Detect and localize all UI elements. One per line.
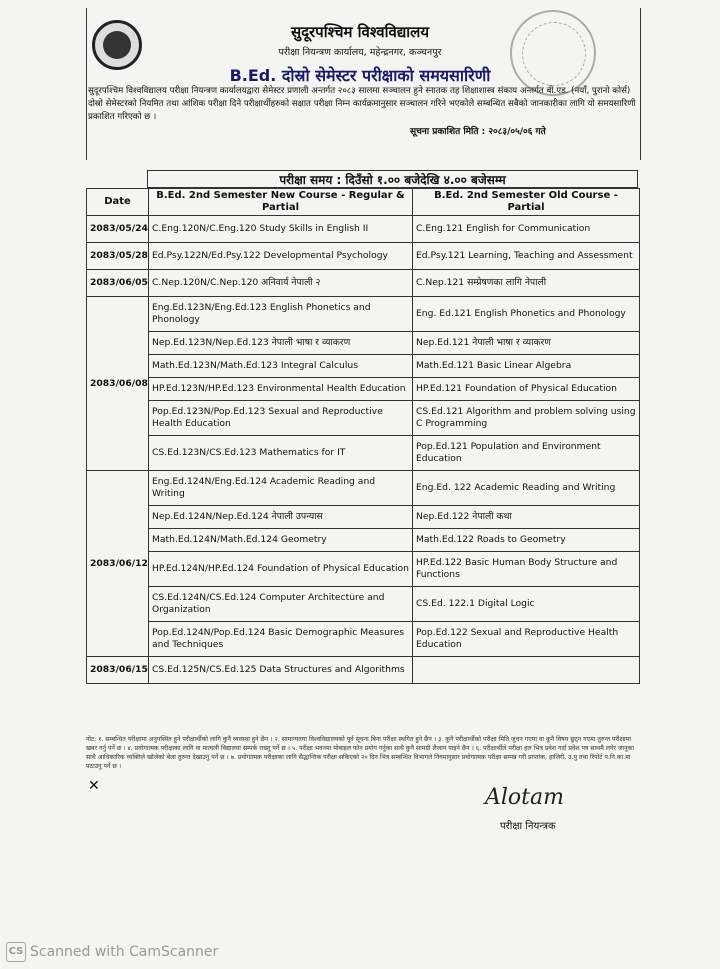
new-course-subject <box>149 436 413 471</box>
table-row <box>87 552 640 587</box>
exam-date: 2083/06/15 <box>87 657 149 684</box>
university-name: सुदूरपश्चिम विश्वविद्यालय <box>290 23 430 41</box>
subject-text: HP.Ed.121 Foundation of Physical Education <box>416 383 617 394</box>
new-course-subject: Ed.Psy.122N/Ed.Psy.122 Developmental Psychology <box>149 243 413 270</box>
camscanner-text: Scanned with CamScanner <box>30 944 219 960</box>
table-header-row <box>87 189 640 216</box>
subject-text: Nep.Ed.124N/Nep.Ed.124 नेपाली उपन्यास <box>152 511 323 522</box>
subject-text: Pop.Ed.123N/Pop.Ed.123 Sexual and Reproductive Health Education <box>152 406 383 429</box>
subject-text: HP.Ed.124N/HP.Ed.124 Foundation of Physical Education <box>152 563 409 574</box>
table-row <box>87 332 640 355</box>
exam-date: 2083/05/24 <box>87 216 149 243</box>
subject-text: Eng.Ed. 122 Academic Reading and Writing <box>416 482 616 493</box>
subject-text: Eng. Ed.121 English Phonetics and Phonology <box>416 308 626 319</box>
old-course-subject <box>413 506 640 529</box>
old-course-subject <box>413 529 640 552</box>
table-row <box>87 355 640 378</box>
table-row <box>87 270 640 297</box>
subject-text: Eng.Ed.123N/Eng.Ed.123 English Phonetics and Phonology <box>152 302 371 325</box>
old-course-subject <box>413 552 640 587</box>
header-old-course: B.Ed. 2nd Semester Old Course - Partial <box>413 189 640 216</box>
document-title: B.Ed. दोस्रो सेमेस्टर परीक्षाको समयसारिणी <box>229 66 491 85</box>
new-course-subject: C.Eng.120N/C.Eng.120 Study Skills in English II <box>149 216 413 243</box>
table-row <box>87 657 640 684</box>
exam-date: 2083/05/28 <box>87 243 149 270</box>
subject-text: HP.Ed.123N/HP.Ed.123 Environmental Health Education <box>152 383 406 394</box>
new-course-subject <box>149 622 413 657</box>
old-course-subject <box>413 332 640 355</box>
subject-text: Math.Ed.121 Basic Linear Algebra <box>416 360 572 371</box>
camscanner-logo-icon: CS <box>6 942 26 962</box>
header-date: Date <box>87 189 149 216</box>
table-row <box>87 622 640 657</box>
table-row <box>87 216 640 243</box>
subject-text: Nep.Ed.122 नेपाली कथा <box>416 511 512 522</box>
subject-text: Math.Ed.122 Roads to Geometry <box>416 534 566 545</box>
old-course-subject <box>413 401 640 436</box>
table-row <box>87 243 640 270</box>
old-course-subject <box>413 355 640 378</box>
old-course-subject <box>413 471 640 506</box>
exam-date: 2083/06/08 <box>87 297 149 471</box>
old-course-subject <box>413 297 640 332</box>
new-course-subject <box>149 552 413 587</box>
subject-text: Eng.Ed.124N/Eng.Ed.124 Academic Reading and Writing <box>152 476 376 499</box>
subject-text: Pop.Ed.121 Population and Environment Education <box>416 441 601 464</box>
new-course-subject <box>149 297 413 332</box>
old-course-subject <box>413 378 640 401</box>
new-course-subject <box>149 355 413 378</box>
old-course-subject <box>413 657 640 684</box>
new-course-subject <box>149 378 413 401</box>
new-course-subject <box>149 332 413 355</box>
header-new-course: B.Ed. 2nd Semester New Course - Regular & Partial <box>149 189 413 216</box>
subject-text: HP.Ed.122 Basic Human Body Structure and Functions <box>416 557 618 580</box>
table-row <box>87 587 640 622</box>
table-row <box>87 378 640 401</box>
table-row <box>87 529 640 552</box>
footnote: नोट: १. सम्बन्धित परीक्षामा अनुपस्थित हुने परीक्षार्थीको लागि कुनै व्यवस्था हुने छैन । २. सामान्यतया विश्वविद्यालयको पूर्व सूचना बिना परीक्षा स्थगित हुने छैन । ३. कुनै परीक्षार्थीको परीक्षा मिति जुधन गएमा वा कुनै विषय छुट्न गएमा तुरुन्त परीक्षामा खबर गर्नु पर्ने छ । ४. प्रयोगात्मक परीक्षाका लागि वा मात्यली विद्यालया सम्पर्क राख्नु पर्ने छ । ५. परीक्षा भवनमा मोबाइल फोन प्रयोग गर्नुका साथै कुनै सामग्री लैजान पाइने छैन । ६. परीक्षार्थीले परीक्षा हल भित्र प्रवेश गर्दा प्रवेश पत्र साथमै लगेर जानुका साथै आधिकारिक व्यक्तिले खोजेको बेला तुरुन्त देखाउनु पर्ने छ । ७. प्रयोगात्मक परीक्षाका लागि सैद्धान्तिक परीक्षा सकिएको २० दिन भित्र सम्बन्धित विभागले नियमानुसार प्रयोगात्मक परीक्षा सम्पन्न गरी प्राप्तांक, हाजिरी, उ.पु तथा रिपोर्ट प.नि.का.मा पठाउनु पर्ने छ । <box>86 736 634 770</box>
old-course-subject <box>413 436 640 471</box>
new-course-subject <box>149 529 413 552</box>
subject-text: Nep.Ed.121 नेपाली भाषा र व्याकरण <box>416 337 551 348</box>
signature: Alotam <box>485 785 564 810</box>
exam-time: परीक्षा समय : दिउँसो १.०० बजेदेखि ४.०० बजेसम्म <box>147 170 638 188</box>
table-row <box>87 297 640 332</box>
office-name: परीक्षा नियन्त्रण कार्यालय, महेन्द्रनगर, कञ्चनपुर <box>278 47 442 58</box>
old-course-subject: C.Eng.121 English for Communication <box>413 216 640 243</box>
handwritten-mark: ✕ <box>88 778 100 794</box>
subject-text: CS.Ed. 122.1 Digital Logic <box>416 598 535 609</box>
old-course-subject <box>413 622 640 657</box>
exam-date: 2083/06/05 <box>87 270 149 297</box>
subject-text: CS.Ed.123N/CS.Ed.123 Mathematics for IT <box>152 447 346 458</box>
table-row <box>87 471 640 506</box>
camscanner-watermark <box>6 942 218 962</box>
subject-text: CS.Ed.121 Algorithm and problem solving using C Programming <box>416 406 636 429</box>
old-course-subject: C.Nep.121 सम्प्रेषणका लागि नेपाली <box>413 270 640 297</box>
table-row <box>87 436 640 471</box>
subject-text: Pop.Ed.124N/Pop.Ed.124 Basic Demographic Measures and Techniques <box>152 627 405 650</box>
signature-title: परीक्षा नियन्त्रक <box>500 821 556 832</box>
subject-text: Math.Ed.124N/Math.Ed.124 Geometry <box>152 534 327 545</box>
new-course-subject <box>149 401 413 436</box>
new-course-subject: CS.Ed.125N/CS.Ed.125 Data Structures and Algorithms <box>149 657 413 684</box>
table-row <box>87 401 640 436</box>
subject-text: Math.Ed.123N/Math.Ed.123 Integral Calculus <box>152 360 359 371</box>
notice-paragraph: सुदूरपश्चिम विश्वविद्यालय परीक्षा नियन्त्रण कार्यालयद्वारा सेमेस्टर प्रणाली अन्तर्गत २०८३ सालमा सञ्चालन हुने स्नातक तह शिक्षाशास्त्र संकाय अन्तर्गत बी.एड. (नयाँ, पुरानो कोर्स) दोस्रो सेमेस्टरको नियमित तथा आंशिक परीक्षा दिने परीक्षार्थीहरुको सक्षात परीक्षा निम्न कार्यक्रमानुसार सञ्चालन गरिने भएकोले सम्बन्धित सबैको जानकारीका लागि यो समयसारिणी प्रकाशित गरिएको छ । <box>88 86 636 122</box>
new-course-subject <box>149 587 413 622</box>
subject-text: Pop.Ed.122 Sexual and Reproductive Health Education <box>416 627 619 650</box>
schedule-table <box>86 188 640 684</box>
exam-date: 2083/06/12 <box>87 471 149 657</box>
new-course-subject <box>149 506 413 529</box>
subject-text: CS.Ed.124N/CS.Ed.124 Computer Architecture and Organization <box>152 592 385 615</box>
publish-date: सूचना प्रकाशित मिति : २०८३/०५/०६ गते <box>410 127 546 137</box>
table-row <box>87 506 640 529</box>
new-course-subject: C.Nep.120N/C.Nep.120 अनिवार्य नेपाली २ <box>149 270 413 297</box>
old-course-subject: Ed.Psy.121 Learning, Teaching and Assessment <box>413 243 640 270</box>
old-course-subject <box>413 587 640 622</box>
subject-text: Nep.Ed.123N/Nep.Ed.123 नेपाली भाषा र व्याकरण <box>152 337 351 348</box>
new-course-subject <box>149 471 413 506</box>
